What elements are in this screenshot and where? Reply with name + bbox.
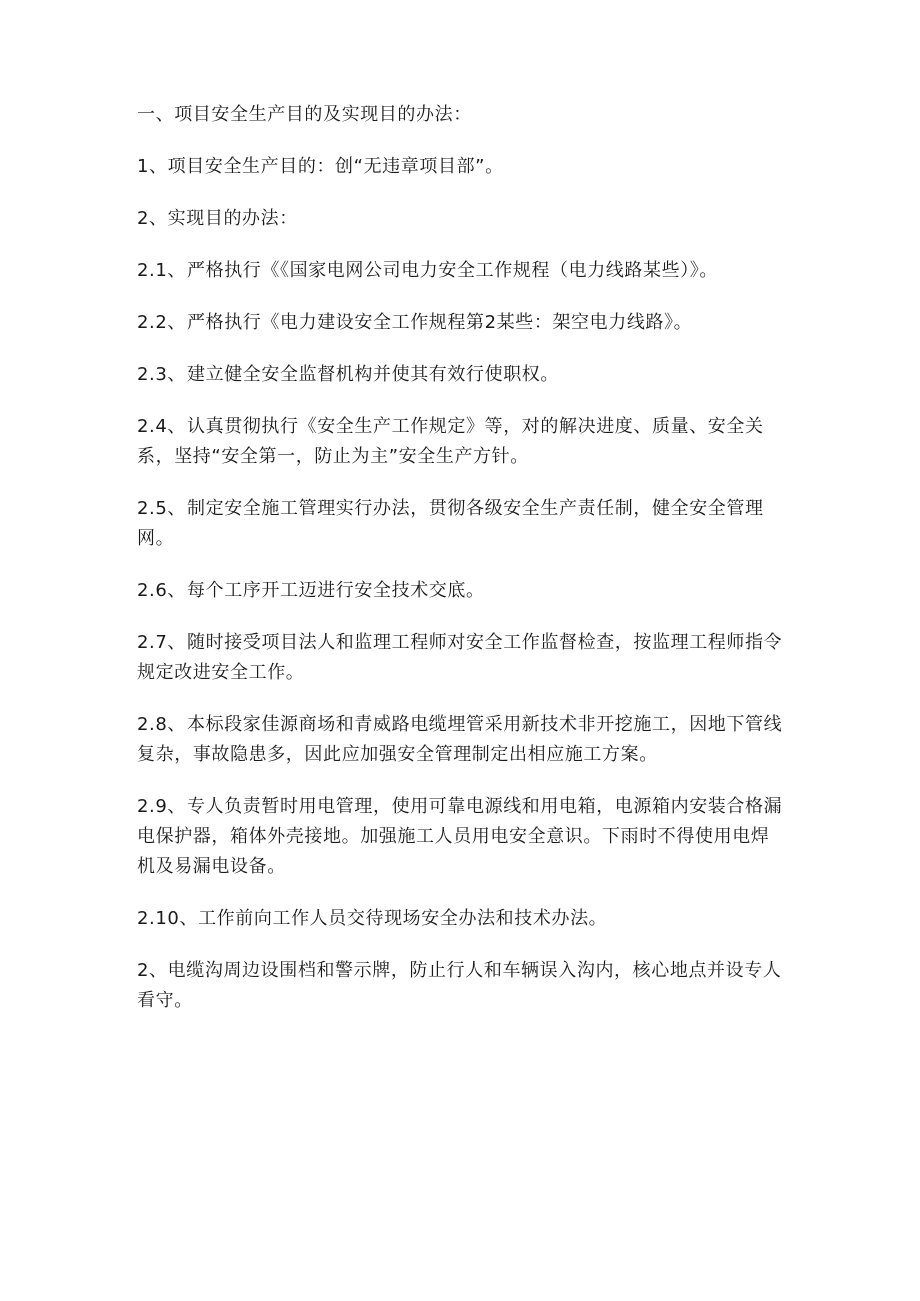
list-item [137, 360, 787, 390]
paragraph-text: 2、电缆沟周边设围档和警示牌，防止行人和车辆误入沟内，核心地点并设专人看守。 [137, 960, 782, 1011]
item-number: 2.5、 [137, 498, 187, 519]
list-item [137, 792, 787, 882]
paragraph-text: 一、项目安全生产目的及实现目的办法： [137, 104, 472, 125]
paragraph-text: 2、实现目的办法： [137, 208, 298, 229]
item-number: 2.8、 [137, 714, 187, 735]
list-item [137, 710, 787, 770]
list-item [137, 308, 787, 338]
trench-safety-item [137, 956, 787, 1016]
item-number: 2.6、 [137, 580, 187, 601]
paragraph-text: 1、项目安全生产目的：创“无违章项目部”。 [137, 156, 504, 177]
item-number: 2.4、 [137, 416, 187, 437]
paragraph-text: 严格执行《《国家电网公司电力安全工作规程（电力线路某些）》。 [187, 260, 718, 281]
section-heading [137, 100, 787, 130]
paragraph-text: 专人负责暂时用电管理，使用可靠电源线和用电箱，电源箱内安装合格漏电保护器，箱体外壳接地。加强施工人员用电安全意识。下雨时不得使用电焊机及易漏电设备。 [137, 796, 783, 877]
paragraph-text: 随时接受项目法人和监理工程师对安全工作监督检查，按监理工程师指令规定改进安全工作。 [137, 632, 783, 683]
list-item [137, 576, 787, 606]
item-number: 2.9、 [137, 796, 187, 817]
item-number: 2.7、 [137, 632, 187, 653]
paragraph-text: 制定安全施工管理实行办法，贯彻各级安全生产责任制，健全安全管理网。 [137, 498, 764, 549]
safety-goal-item [137, 152, 787, 182]
paragraph-text: 本标段家佳源商场和青威路电缆埋管采用新技术非开挖施工，因地下管线复杂，事故隐患多，因此应加强安全管理制定出相应施工方案。 [137, 714, 783, 765]
item-number: 2.1、 [137, 260, 187, 281]
paragraph-text: 建立健全安全监督机构并使其有效行使职权。 [187, 364, 559, 385]
list-item [137, 256, 787, 286]
list-item [137, 904, 787, 934]
paragraph-text: 严格执行《电力建设安全工作规程第2某些：架空电力线路》。 [187, 312, 693, 333]
methods-heading [137, 204, 787, 234]
list-item [137, 628, 787, 688]
paragraph-text: 工作前向工作人员交待现场安全办法和技术办法。 [198, 908, 608, 929]
paragraph-text: 认真贯彻执行《安全生产工作规定》等，对的解决进度、质量、安全关系，坚持“安全第一，防止为主”安全生产方针。 [137, 416, 764, 467]
paragraph-text: 每个工序开工迈进行安全技术交底。 [187, 580, 485, 601]
document-body [137, 100, 787, 1038]
item-number: 2.2、 [137, 312, 187, 333]
item-number: 2.10、 [137, 908, 199, 929]
item-number: 2.3、 [137, 364, 187, 385]
list-item [137, 494, 787, 554]
list-item [137, 412, 787, 472]
